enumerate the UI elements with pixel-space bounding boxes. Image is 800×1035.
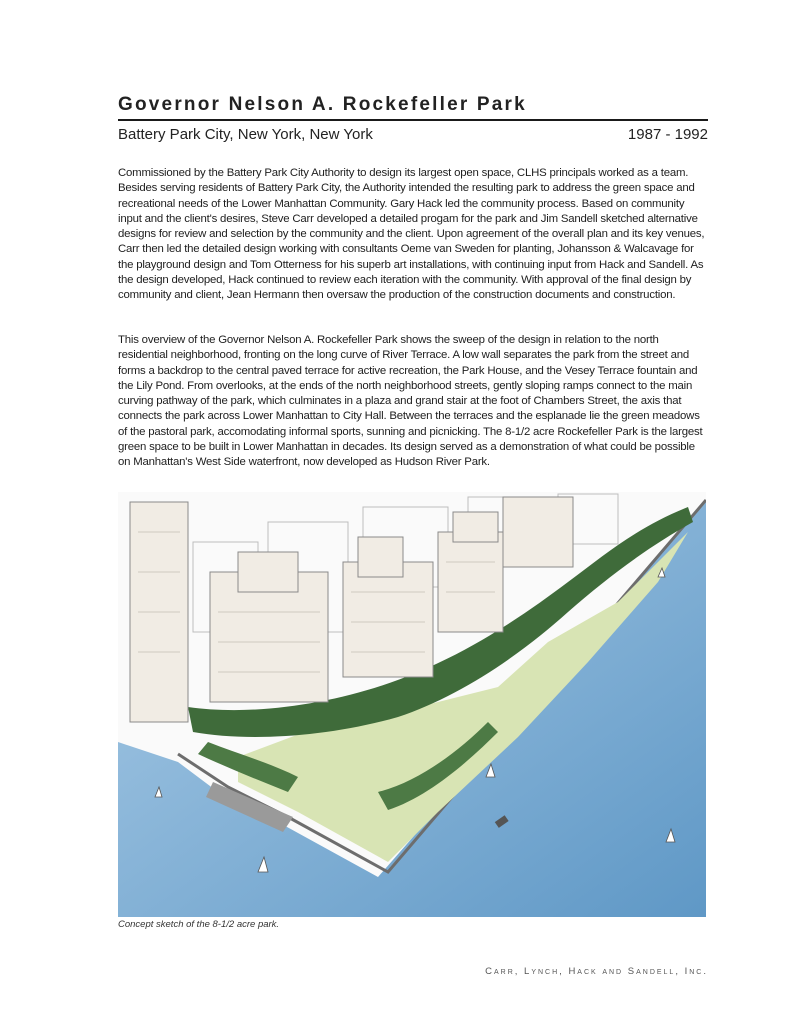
title-divider — [118, 119, 708, 121]
park-concept-sketch — [118, 492, 706, 917]
project-years: 1987 - 1992 — [627, 126, 708, 143]
figure-caption: Concept sketch of the 8-1/2 acre park. — [118, 919, 280, 930]
aerial-sketch-illustration — [118, 492, 706, 917]
firm-footer: Carr, Lynch, Hack and Sandell, Inc. — [485, 966, 708, 977]
paragraph-commission: Commissioned by the Battery Park City Authority to design its largest open space, CLHS principals worked as a team. Besides serving residents of Battery Park City, the Authority intended the resulting park to address the green space and recreational needs of the Lower Manhattan Community. Gary Hack led the community process. Based on community input and the client's desires, Steve Carr developed a detailed progam for the park and Jim Sandell sketched alternative designs for review and selection by the community and the client. Upon agreement of the overall plan and its key venues, Carr then led the detailed design working with consultants Oeme van Sweden for planting, Johansson & Walcavage for the playground design and Tom Otterness for his superb art installations, with continuing input from Hack and Sandell. As the design developed, Hack continued to review each iteration with the community. With approval of the final design by community and client, Jean Hermann then oversaw the production of the construction documents and construction. — [118, 167, 705, 302]
project-location: Battery Park City, New York, New York — [118, 126, 373, 143]
paragraph-overview: This overview of the Governor Nelson A. Rockefeller Park shows the sweep of the design in relation to the north residential neighborhood, fronting on the long curve of River Terrace. A low wall separates the park from the street and forms a backdrop to the central paved terrace for active recreation, the Park House, and the Vesey Terrace fountain and the Lily Pond. From overlooks, at the ends of the north neighborhood streets, gently sloping ramps connect to the main curving pathway of the park, which culminates in a plaza and grand stair at the foot of Chambers Street, the axis that connects the park across Lower Manhattan to City Hall. Between the terraces and the esplanade lie the green meadows of the pastoral park, accomodating informal sports, sunning and picnicking. The 8-1/2 acre Rockefeller Park is the largest green space to be built in Lower Manhattan in decades. Its design served as a demonstration of what could be possible on Manhattan's West Side waterfront, now developed as Hudson River Park. — [118, 334, 703, 469]
page-title: Governor Nelson A. Rockefeller Park — [118, 94, 527, 115]
